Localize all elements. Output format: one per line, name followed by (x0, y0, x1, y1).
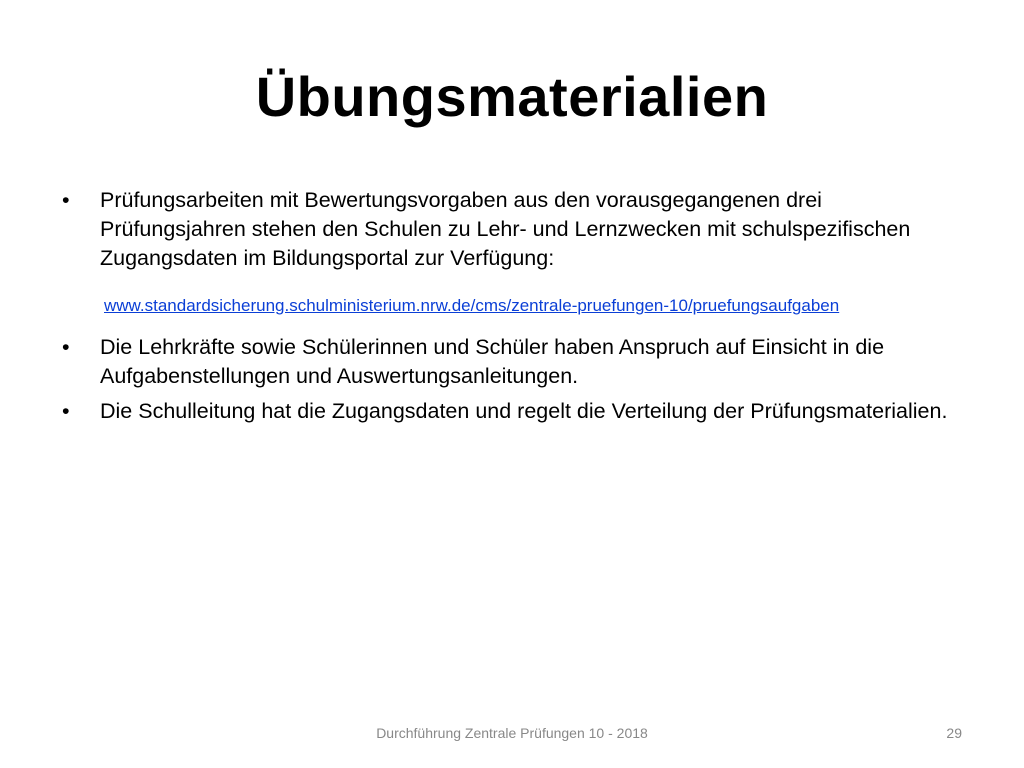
bullet-item (62, 186, 962, 273)
bullet-text: Die Lehrkräfte sowie Schülerinnen und Schüler haben Anspruch auf Einsicht in die Aufgabenstellungen und Auswertungsanleitungen. (100, 335, 885, 388)
slide-title: Übungsmaterialien (255, 65, 769, 128)
slide-footer: Durchführung Zentrale Prüfungen 10 - 2018 (376, 725, 648, 741)
bullet-marker: • (62, 335, 70, 359)
bullet-marker: • (62, 399, 70, 423)
bullet-text: Prüfungsarbeiten mit Bewertungsvorgaben aus den vorausgegangenen drei Prüfungsjahren stehen den Schulen zu Lehr- und Lernzwecken mit schulspezifischen Zugangsdaten im Bildungsportal zur Verfügung: (100, 188, 911, 270)
portal-link[interactable]: www.standardsicherung.schulministerium.nrw.de/cms/zentrale-pruefungen-10/pruefungsaufgaben (104, 296, 840, 315)
link-row (62, 295, 962, 317)
bullet-item (62, 397, 962, 426)
bullet-item (62, 333, 962, 391)
bullet-text: Die Schulleitung hat die Zugangsdaten und regelt die Verteilung der Prüfungsmaterialien. (100, 399, 948, 423)
bullet-marker: • (62, 188, 70, 212)
slide-content (62, 186, 962, 426)
page-number: 29 (946, 725, 962, 741)
